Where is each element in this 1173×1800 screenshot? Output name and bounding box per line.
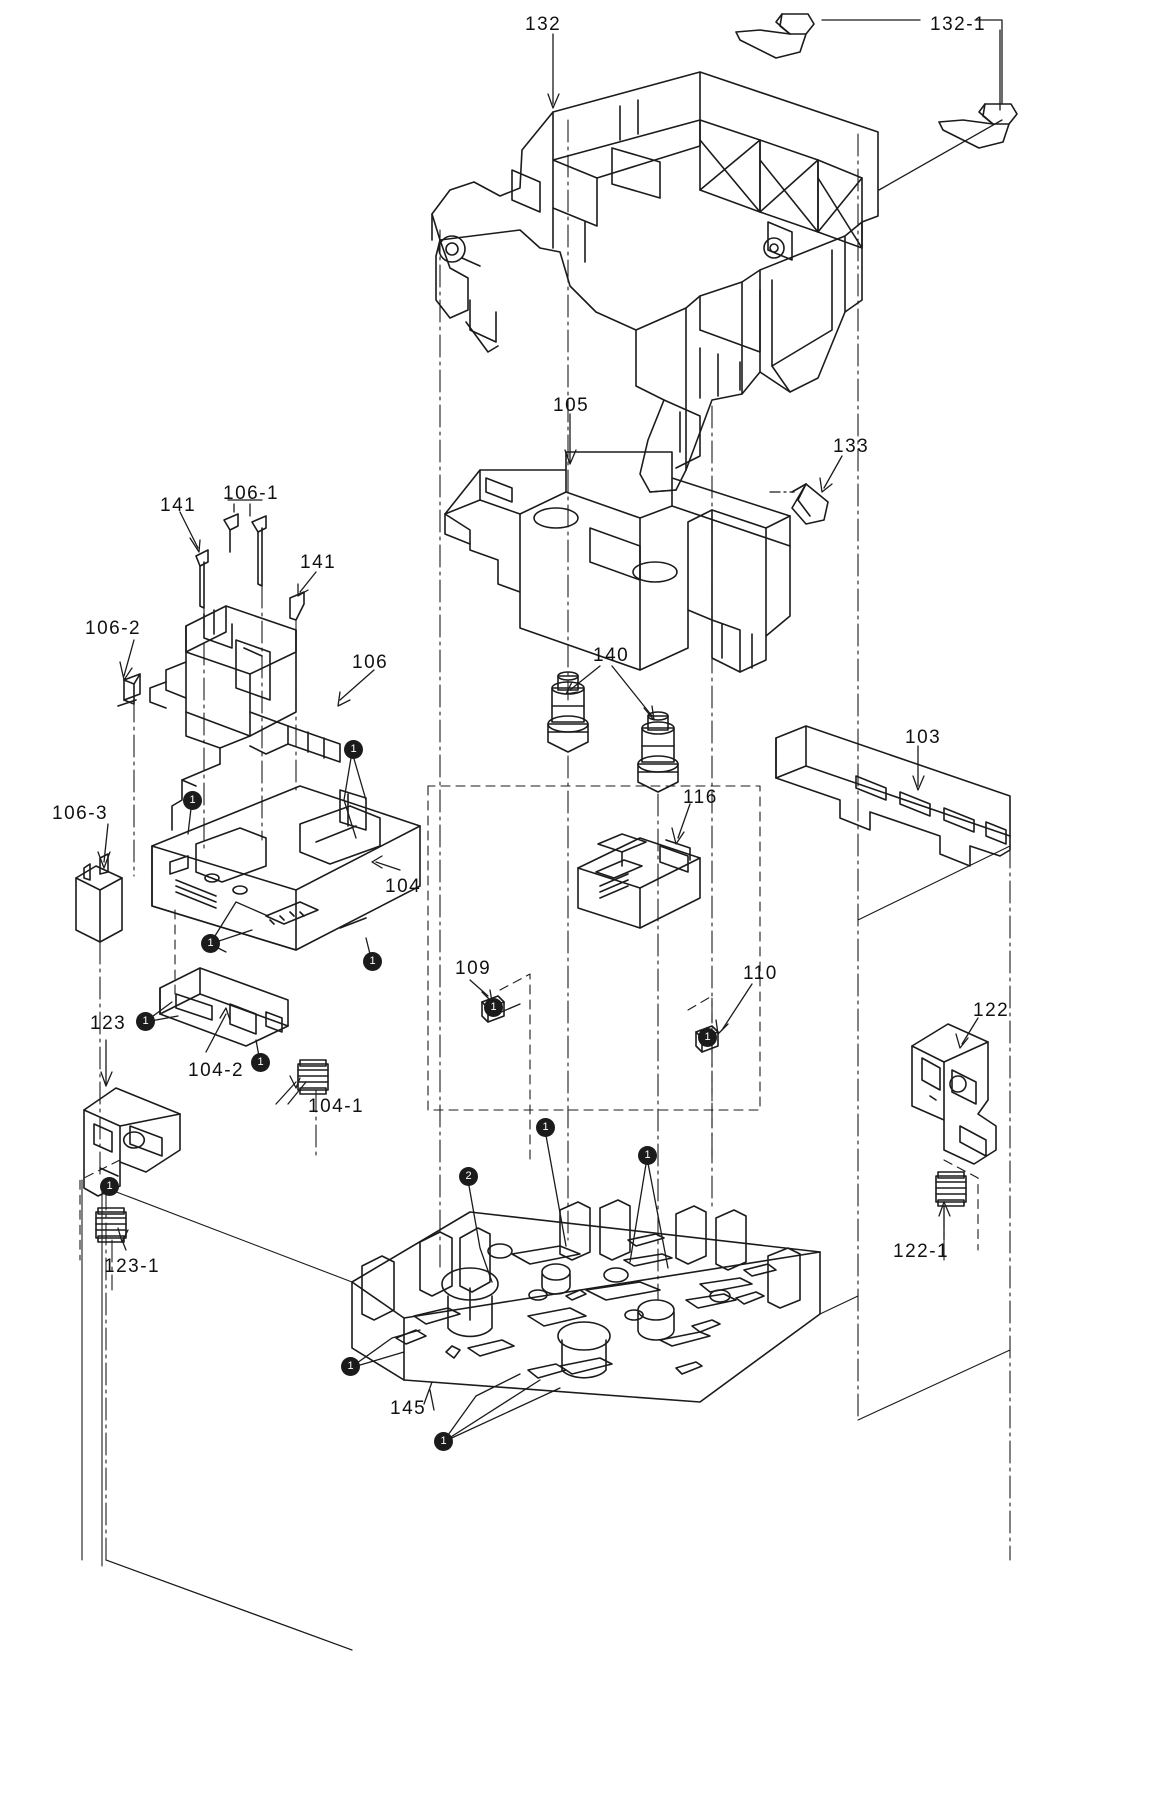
callout-106-2: 106-2 [85, 618, 142, 639]
bubble-marker: 1 [251, 1053, 270, 1072]
callout-116: 116 [683, 787, 718, 808]
bubble-marker: 1 [344, 740, 363, 759]
bubble-marker: 1 [183, 791, 202, 810]
callout-141-b: 141 [300, 552, 337, 573]
callout-133: 133 [833, 436, 870, 457]
part-104-1-damper [298, 1060, 328, 1094]
part-123-bracket [84, 1088, 180, 1196]
callout-123: 123 [90, 1013, 127, 1034]
bubble-marker: 2 [459, 1167, 478, 1186]
part-122-bracket [912, 1024, 996, 1164]
callout-106-3: 106-3 [52, 803, 109, 824]
bubble-marker: 1 [363, 952, 382, 971]
bubble-marker: 1 [698, 1028, 717, 1047]
callout-145: 145 [390, 1398, 427, 1419]
part-104-2-bracket [160, 968, 288, 1046]
callout-122-1: 122-1 [893, 1241, 950, 1262]
part-133-knob [792, 484, 828, 524]
callout-122: 122 [973, 1000, 1010, 1021]
part-104-pcb [152, 786, 420, 950]
part-106-3-connector [76, 854, 122, 942]
part-145-main-chassis [352, 1200, 820, 1402]
bubble-marker: 1 [100, 1177, 119, 1196]
callout-140: 140 [593, 645, 630, 666]
part-116-subboard [578, 834, 700, 928]
bubble-marker: 1 [341, 1357, 360, 1376]
callout-103: 103 [905, 727, 942, 748]
callout-106-1: 106-1 [223, 483, 280, 504]
callout-106: 106 [352, 652, 389, 673]
part-132-top-frame [432, 72, 878, 492]
bubble-marker: 1 [638, 1146, 657, 1165]
bubble-marker: 1 [136, 1012, 155, 1031]
bubble-marker: 1 [201, 934, 220, 953]
bubble-marker: 1 [536, 1118, 555, 1137]
callout-109: 109 [455, 958, 492, 979]
part-123-1-damper [96, 1208, 126, 1242]
part-106-2 [118, 674, 140, 706]
part-122-1-damper [936, 1172, 966, 1206]
callout-104: 104 [385, 876, 422, 897]
bubble-marker: 1 [434, 1432, 453, 1451]
callout-110: 110 [743, 963, 778, 984]
part-103-bar [776, 726, 1010, 866]
part-141-screws [196, 514, 304, 620]
callout-123-1: 123-1 [104, 1256, 161, 1277]
part-106-motor-assembly [150, 606, 340, 830]
part-105-plate [445, 452, 790, 672]
callout-105: 105 [553, 395, 590, 416]
callout-104-2: 104-2 [188, 1060, 245, 1081]
bubble-marker: 1 [484, 998, 503, 1017]
callout-132: 132 [525, 14, 562, 35]
callout-141-a: 141 [160, 495, 197, 516]
callout-132-1: 132-1 [930, 14, 987, 35]
callout-104-1: 104-1 [308, 1096, 365, 1117]
